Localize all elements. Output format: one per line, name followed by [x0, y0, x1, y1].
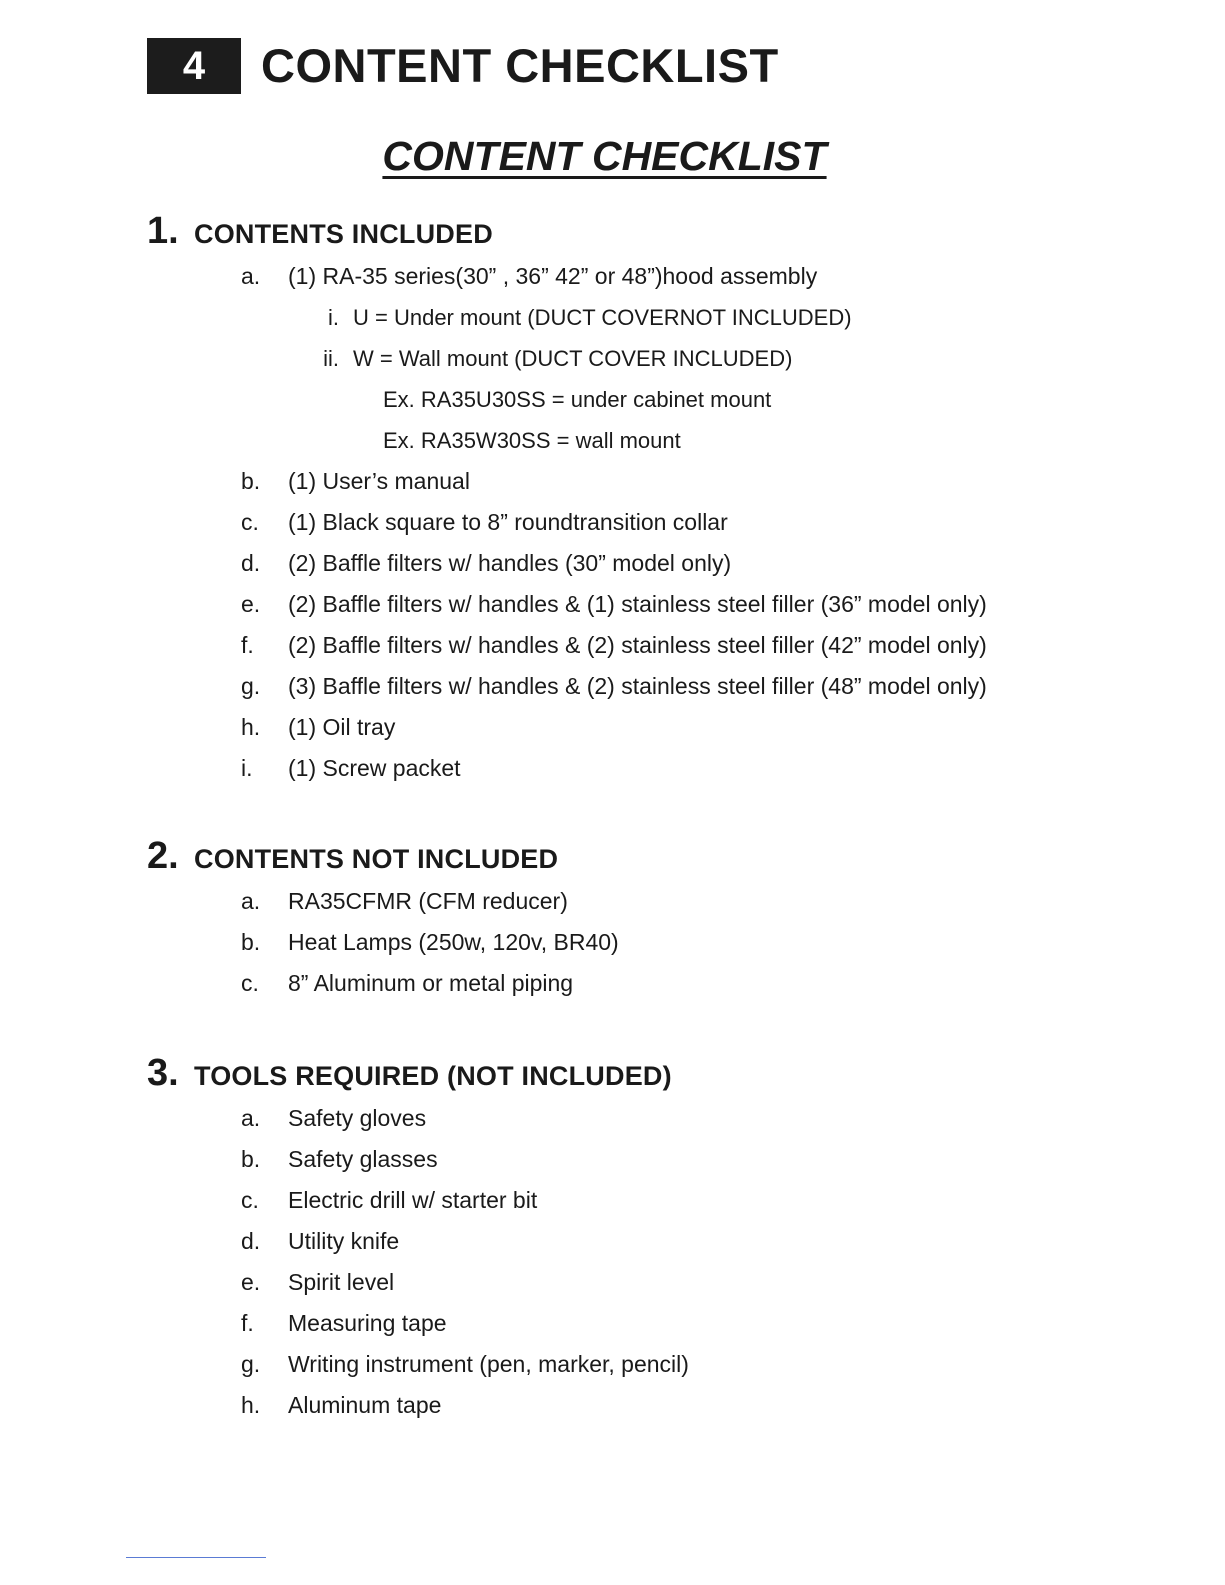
item-text: (1) User’s manual: [288, 468, 470, 494]
document-title-text: CONTENT CHECKLIST: [382, 133, 827, 179]
section-number: 2.: [147, 835, 179, 877]
list-item: [147, 707, 987, 748]
list-item: [147, 1221, 689, 1262]
section-number: 1.: [147, 210, 179, 252]
list-item: [147, 666, 987, 707]
list-item: [147, 922, 619, 963]
item-marker: d.: [241, 550, 261, 576]
item-text: (1) Oil tray: [288, 714, 396, 740]
item-text: (1) RA-35 series(30” , 36” 42” or 48”)hood assembly: [288, 263, 818, 289]
item-marker: f.: [241, 632, 254, 658]
item-marker: c.: [241, 970, 259, 996]
section-heading: [147, 835, 619, 877]
item-text: (3) Baffle filters w/ handles & (2) stainless steel filler (48” model only): [288, 673, 987, 699]
section-number: 3.: [147, 1052, 179, 1094]
item-text: RA35CFMR (CFM reducer): [288, 888, 568, 914]
item-text: Safety gloves: [288, 1105, 427, 1131]
item-text: (2) Baffle filters w/ handles (30” model only): [288, 550, 732, 576]
item-marker: g.: [241, 1351, 261, 1377]
item-text: (1) Screw packet: [288, 755, 461, 781]
item-text: Electric drill w/ starter bit: [288, 1187, 538, 1213]
list-item: [147, 1262, 689, 1303]
item-marker: b.: [241, 929, 261, 955]
example-line: Ex. RA35U30SS = under cabinet mount: [383, 386, 772, 412]
sub-item-text: U = Under mount (DUCT COVERNOT INCLUDED): [353, 304, 852, 330]
list-item: [147, 543, 987, 584]
item-marker: e.: [241, 1269, 261, 1295]
item-text: (2) Baffle filters w/ handles & (1) stainless steel filler (36” model only): [288, 591, 987, 617]
section-label: CONTENTS INCLUDED: [194, 219, 493, 249]
item-text: (2) Baffle filters w/ handles & (2) stainless steel filler (42” model only): [288, 632, 987, 658]
item-marker: a.: [241, 888, 261, 914]
chapter-title: CONTENT CHECKLIST: [261, 39, 779, 92]
contents-included-list: [147, 256, 987, 789]
item-marker: h.: [241, 714, 261, 740]
sub-item-marker: i.: [328, 304, 339, 330]
sub-list-item: [147, 297, 987, 338]
section-tools-required: [147, 1052, 689, 1426]
item-marker: d.: [241, 1228, 261, 1254]
item-marker: c.: [241, 509, 259, 535]
item-marker: i.: [241, 755, 253, 781]
document-title: [0, 128, 1225, 184]
item-text: Spirit level: [288, 1269, 395, 1295]
list-item: [147, 1180, 689, 1221]
item-text: 8” Aluminum or metal piping: [288, 970, 574, 996]
section-contents-included: [147, 210, 987, 789]
list-item: [147, 1098, 689, 1139]
chapter-number-badge: 4: [147, 38, 241, 94]
list-item: [147, 502, 987, 543]
item-text: Safety glasses: [288, 1146, 438, 1172]
item-marker: a.: [241, 263, 261, 289]
item-marker: e.: [241, 591, 261, 617]
item-text: Writing instrument (pen, marker, pencil): [288, 1351, 689, 1377]
tools-required-list: [147, 1098, 689, 1426]
item-text: Heat Lamps (250w, 120v, BR40): [288, 929, 619, 955]
section-label: CONTENTS NOT INCLUDED: [194, 844, 559, 874]
sub-list-item: [147, 338, 987, 379]
section-heading: [147, 210, 987, 252]
list-item: [147, 963, 619, 1004]
list-item: [147, 748, 987, 789]
item-text: Utility knife: [288, 1228, 400, 1254]
list-item: [147, 461, 987, 502]
list-item: [147, 256, 987, 297]
item-marker: f.: [241, 1310, 254, 1336]
item-text: Measuring tape: [288, 1310, 447, 1336]
item-marker: c.: [241, 1187, 259, 1213]
section-label: TOOLS REQUIRED (NOT INCLUDED): [194, 1061, 672, 1091]
list-item: [147, 1344, 689, 1385]
list-item: [147, 625, 987, 666]
section-heading: [147, 1052, 689, 1094]
list-item: [147, 881, 619, 922]
footer-rule: [126, 1557, 266, 1558]
item-marker: a.: [241, 1105, 261, 1131]
list-item: [147, 1303, 689, 1344]
sub-item-text: W = Wall mount (DUCT COVER INCLUDED): [353, 345, 793, 371]
list-item: [147, 1385, 689, 1426]
section-contents-not-included: [147, 835, 619, 1004]
item-marker: g.: [241, 673, 261, 699]
item-marker: b.: [241, 468, 261, 494]
list-item: [147, 1139, 689, 1180]
example-line: Ex. RA35W30SS = wall mount: [383, 427, 681, 453]
item-marker: b.: [241, 1146, 261, 1172]
item-text: (1) Black square to 8” roundtransition collar: [288, 509, 728, 535]
list-item: [147, 584, 987, 625]
contents-not-included-list: [147, 881, 619, 1004]
item-text: Aluminum tape: [288, 1392, 442, 1418]
sub-item-marker: ii.: [323, 345, 339, 371]
item-marker: h.: [241, 1392, 261, 1418]
